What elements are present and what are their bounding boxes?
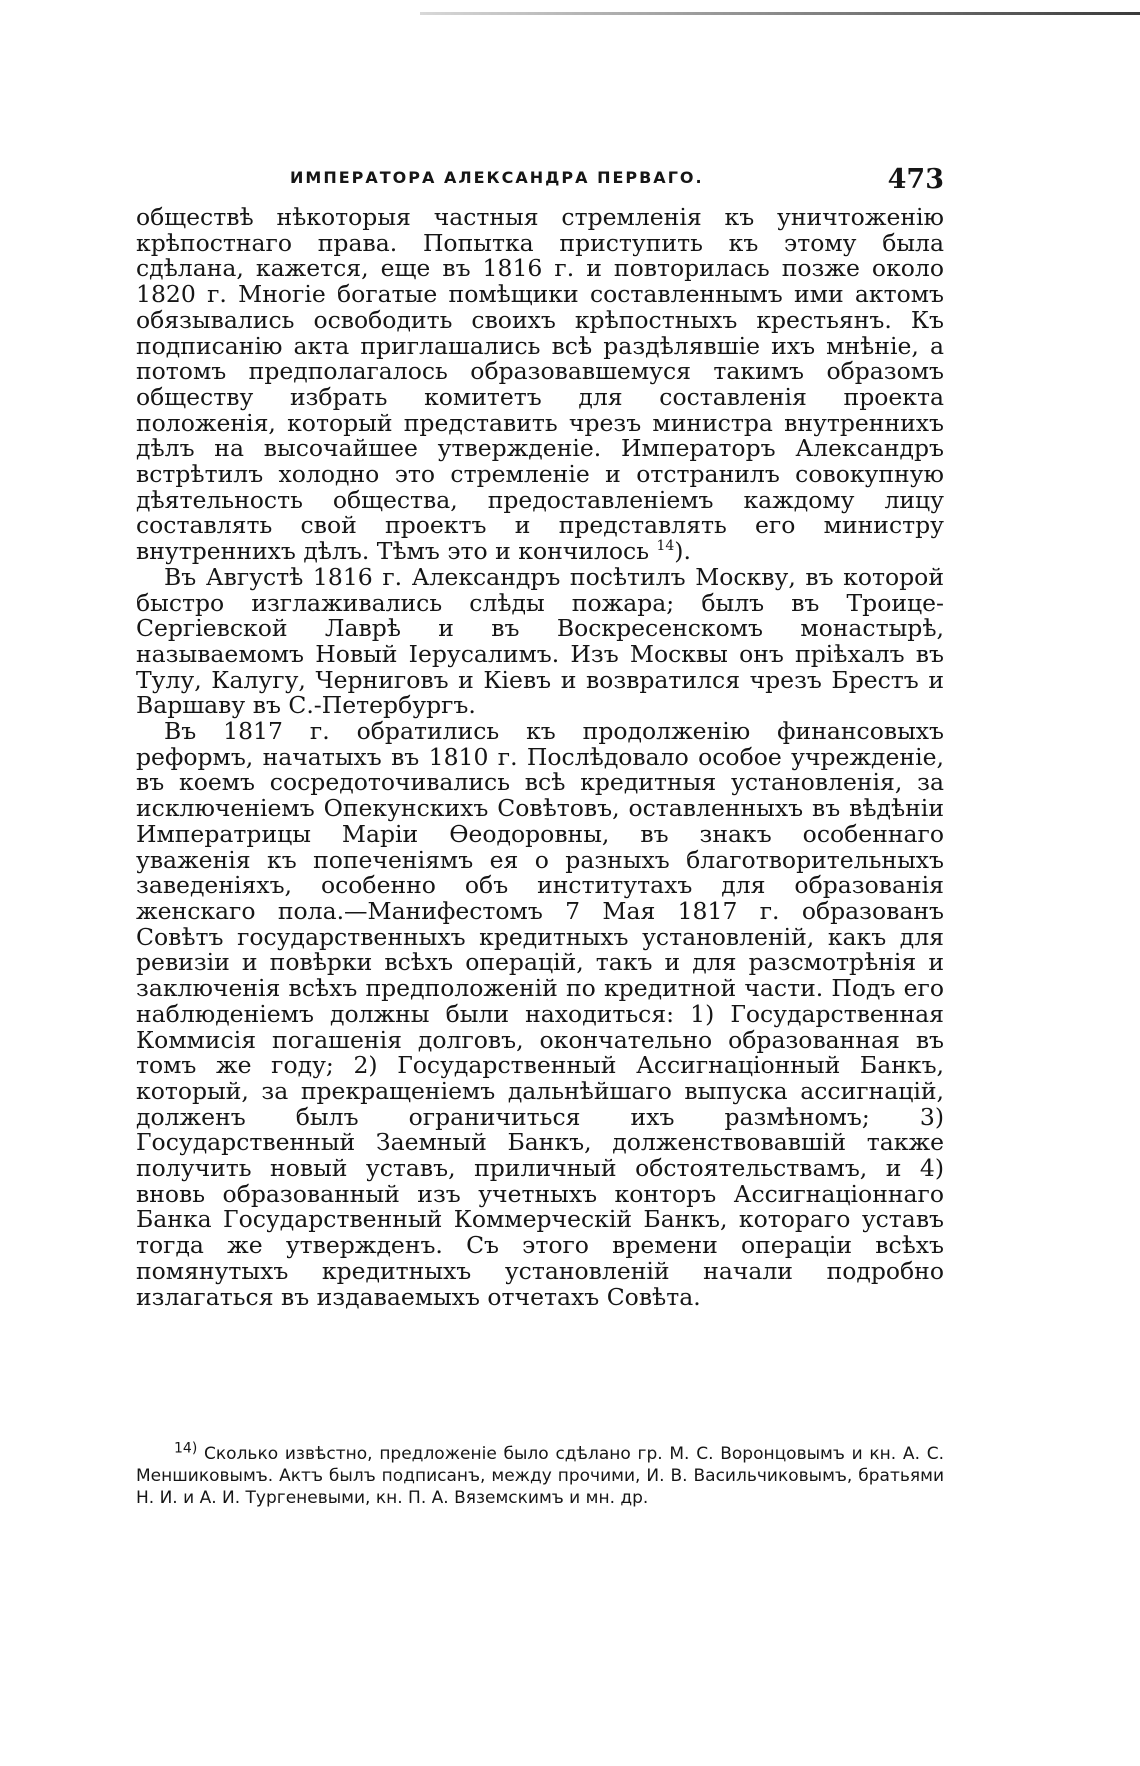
paragraph-1-text: обществѣ нѣкоторыя частныя стремленія къ уничтоженію крѣпостнаго права. Попытка приступить къ этому была сдѣлана, кажется, еще въ 1816 г. и повторилась позже около 1820 г. Многіе богатые помѣщики составленнымъ ими актомъ обязывались освободить своихъ крѣпостныхъ крестьянъ. Къ подписанію акта приглашались всѣ раздѣлявшіе ихъ мнѣніе, а потомъ предполагалось образовавшемуся такимъ образомъ обществу избрать комитетъ для составленія проекта положенія, который представить чрезъ министра внутреннихъ дѣлъ на высочайшее утвержденіе. Императоръ Александръ встрѣтилъ холодно это стремленіе и отстранилъ совокупную дѣятельность общества, предоставленіемъ каждому лицу составлять свой проектъ и представлять его министру внутреннихъ дѣлъ. Тѣмъ это и кончилось [136, 203, 944, 566]
page-number: 473 [887, 164, 944, 195]
running-head [136, 164, 944, 194]
paragraph-3: Въ 1817 г. обратились къ продолженію финансовыхъ реформъ, начатыхъ въ 1810 г. Послѣдовало особое учрежденіе, въ коемъ сосредоточивались всѣ кредитныя установленія, за исключеніемъ Опекунскихъ Совѣтовъ, оставленныхъ въ вѣдѣніи Императрицы Маріи Ѳеодоровны, въ знакъ особеннаго уваженія къ попеченіямъ ея о разныхъ благотворительныхъ заведеніяхъ, особенно объ институтахъ для образованія женскаго пола.—Манифестомъ 7 Мая 1817 г. образованъ Совѣтъ государственныхъ кредитныхъ установленій, какъ для ревизіи и повѣрки всѣхъ операцій, такъ и для разсмотрѣнія и заключенія всѣхъ предположеній по кредитной части. Подъ его наблюденіемъ должны были находиться: 1) Государственная Коммисія погашенія долговъ, окончательно образованная въ томъ же году; 2) Государственный Ассигнаціонный Банкъ, который, за прекращеніемъ дальнѣйшаго выпуска ассигнацій, долженъ былъ ограничиться ихъ размѣномъ; 3) Государственный Заемный Банкъ, долженствовавшій также получить новый уставъ, приличный обстоятельствамъ, и 4) вновь образованный изъ учетныхъ конторъ Ассигнаціоннаго Банка Государственный Коммерческій Банкъ, котораго уставъ тогда же утвержденъ. Съ этого времени операціи всѣхъ помянутыхъ кредитныхъ установленій начали подробно излагаться въ издаваемыхъ отчетахъ Совѣта. [136, 717, 944, 1311]
footnote [136, 1440, 944, 1509]
body-text [136, 205, 944, 1310]
paragraph-1 [136, 205, 944, 565]
footnote-paragraph [136, 1440, 944, 1509]
paragraph-2: Въ Августѣ 1816 г. Александръ посѣтилъ Москву, въ которой быстро изглаживались слѣды пожара; былъ въ Троице-Сергіевской Лаврѣ и въ Воскресенскомъ монастырѣ, называемомъ Новый Іерусалимъ. Изъ Москвы онъ пріѣхалъ въ Тулу, Калугу, Черниговъ и Кіевъ и возвратился чрезъ Брестъ и Варшаву въ С.-Петербургъ. [136, 562, 944, 720]
running-title: ИМПЕРАТОРА АЛЕКСАНДРА ПЕРВАГО. [290, 168, 704, 187]
footnote-reference-suffix: ). [674, 537, 691, 566]
footnote-text: Сколько извѣстно, предложеніе было сдѣлано гр. М. С. Воронцовымъ и кн. А. С. Меншиковымъ. Актъ былъ подписанъ, между прочими, И. В. Васильчиковымъ, братьями Н. И. и А. И. Тургеневыми, кн. П. А. Вяземскимъ и мн. др. [136, 1444, 944, 1508]
footnote-reference: 14 [656, 538, 675, 555]
footnote-marker: 14) [174, 1440, 198, 1457]
top-edge-rule [420, 12, 1140, 15]
